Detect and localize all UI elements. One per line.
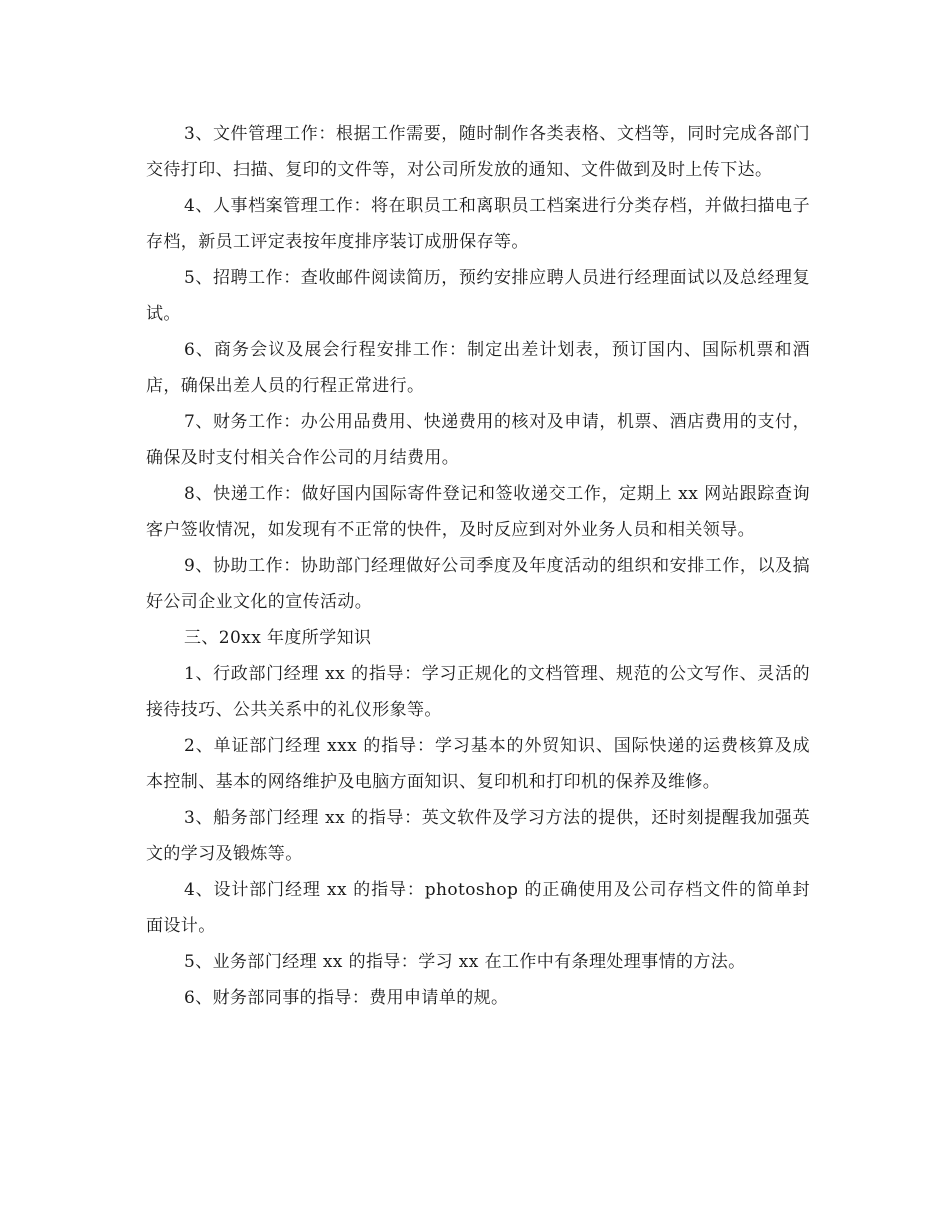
paragraph-assistance: 9、协助工作：协助部门经理做好公司季度及年度活动的组织和安排工作，以及搞好公司企业文化的宣传活动。	[146, 556, 810, 612]
paragraph-shipping-guidance: 3、船务部门经理 xx 的指导：英文软件及学习方法的提供，还时刻提醒我加强英文的学习及锻炼等。	[146, 808, 810, 864]
paragraph-finance-guidance: 6、财务部同事的指导：费用申请单的规。	[184, 988, 509, 1008]
paragraph-finance: 7、财务工作：办公用品费用、快递费用的核对及申请，机票、酒店费用的支付，确保及时支付相关合作公司的月结费用。	[146, 412, 810, 468]
paragraph-business-guidance: 5、业务部门经理 xx 的指导：学习 xx 在工作中有条理处理事情的方法。	[184, 952, 746, 972]
paragraph-express-delivery: 8、快递工作：做好国内国际寄件登记和签收递交工作，定期上 xx 网站跟踪查询客户签收情况，如发现有不正常的快件，及时反应到对外业务人员和相关领导。	[146, 484, 810, 540]
section-heading-knowledge: 三、20xx 年度所学知识	[184, 628, 372, 648]
paragraph-admin-guidance: 1、行政部门经理 xx 的指导：学习正规化的文档管理、规范的公文写作、灵活的接待技巧、公共关系中的礼仪形象等。	[146, 664, 810, 720]
paragraph-business-travel: 6、商务会议及展会行程安排工作：制定出差计划表，预订国内、国际机票和酒店，确保出差人员的行程正常进行。	[146, 340, 810, 396]
paragraph-personnel-archives: 4、人事档案管理工作：将在职员工和离职员工档案进行分类存档，并做扫描电子存档，新员工评定表按年度排序装订成册保存等。	[146, 196, 810, 252]
paragraph-design-guidance: 4、设计部门经理 xx 的指导：photoshop 的正确使用及公司存档文件的简单封面设计。	[146, 880, 810, 936]
paragraph-recruitment: 5、招聘工作：查收邮件阅读简历，预约安排应聘人员进行经理面试以及总经理复试。	[146, 268, 810, 324]
paragraph-file-management: 3、文件管理工作：根据工作需要，随时制作各类表格、文档等，同时完成各部门交待打印、扫描、复印的文件等，对公司所发放的通知、文件做到及时上传下达。	[146, 124, 810, 180]
paragraph-documents-guidance: 2、单证部门经理 xxx 的指导：学习基本的外贸知识、国际快递的运费核算及成本控制、基本的网络维护及电脑方面知识、复印机和打印机的保养及维修。	[146, 736, 810, 792]
document-body	[146, 116, 810, 1016]
